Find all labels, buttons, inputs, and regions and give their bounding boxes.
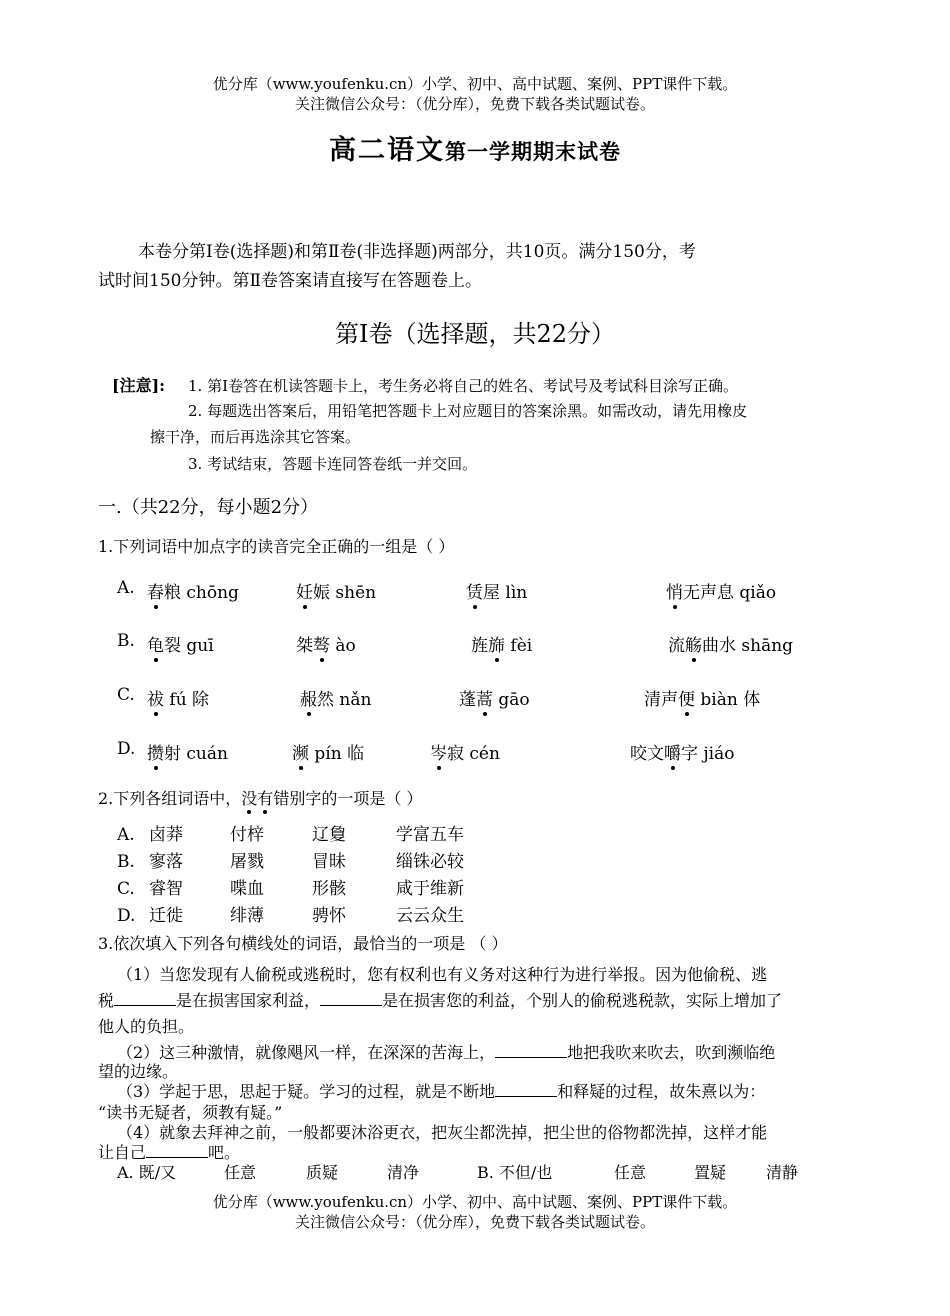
- q1-b-word4: [668, 631, 793, 656]
- q1-a-word3: [466, 578, 527, 603]
- footer-line-2: 关注微信公众号：（优分库），免费下载各类试题试卷。: [294, 1213, 655, 1231]
- q2-cell: 寥落: [149, 852, 183, 872]
- q1-b-word3-rest: fèi: [505, 636, 533, 656]
- q3-text: 和释疑的过程，故朱熹以为：: [557, 1082, 766, 1101]
- section-title: 第Ⅰ卷（选择题，共22分）: [334, 320, 616, 348]
- q2-row-label: D.: [117, 906, 136, 926]
- notice-item-2b: 擦干净，而后再选涂其它答案。: [150, 428, 361, 446]
- q3-option: B. 不但/也: [477, 1163, 553, 1182]
- q1-b-word3-first: 旌: [471, 636, 488, 656]
- q3-option: 任意: [224, 1163, 257, 1182]
- dot-char: 蒿: [476, 690, 493, 710]
- q2-row-a: [117, 820, 464, 845]
- q3-text: 是在损害国家利益，: [176, 991, 321, 1010]
- q1-c-word4-first: 清声: [644, 690, 678, 710]
- q1-c-word1-rest: fú 除: [164, 690, 210, 710]
- q3-text: 让自己: [98, 1143, 147, 1162]
- dot-char: 妊: [296, 583, 313, 603]
- q3-option: 质疑: [306, 1163, 339, 1182]
- dot-char: 觞: [685, 636, 702, 656]
- dot-char: 便: [678, 690, 695, 710]
- q2-row-c: [117, 874, 464, 899]
- part-heading: 一.（共22分，每小题2分）: [98, 497, 319, 518]
- q1-a-word4: [666, 578, 776, 603]
- q1-b-word1-rest: 裂 guī: [164, 636, 214, 656]
- q2-cell: 形骸: [312, 879, 346, 899]
- dot-char: 濒: [292, 744, 309, 764]
- title-sub: 第一学期期末试卷: [445, 139, 621, 164]
- q3-s3-line2: “读书无疑者，须教有疑。”: [98, 1103, 283, 1122]
- q1-c-word3-rest: gāo: [493, 690, 530, 710]
- q2-cell: 学富五车: [396, 825, 464, 845]
- q1-c-word3-first: 蓬: [459, 690, 476, 710]
- q1-stem: 1.下列词语中加点字的读音完全正确的一组是（ ）: [98, 537, 455, 556]
- dot-char: 岑: [430, 744, 447, 764]
- header-line-1: 优分库（www.youfenku.cn）小学、初中、高中试题、案例、PPT课件下载。: [212, 75, 738, 93]
- q1-d-word4-first: 咬文: [630, 744, 664, 764]
- q3-s1-line3: 他人的负担。: [98, 1017, 195, 1036]
- q3-stem: 3.依次填入下列各句横线处的词语，最恰当的一项是 （ ）: [98, 934, 508, 953]
- q2-cell: 屠戮: [230, 852, 264, 872]
- footer-line-1: 优分库（www.youfenku.cn）小学、初中、高中试题、案例、PPT课件下载。: [212, 1193, 738, 1211]
- q3-s2-line2: 望的边缘。: [98, 1062, 179, 1081]
- q2-cell: 喋血: [230, 879, 264, 899]
- q2-cell: 咸于维新: [396, 879, 464, 899]
- fill-blank: [495, 1082, 557, 1097]
- q1-a-word4-rest: 无声息 qiǎo: [683, 583, 777, 603]
- dot-char: 有: [257, 789, 274, 808]
- q1-d-word1-rest: 射 cuán: [164, 744, 228, 764]
- q3-s1-line2: [98, 988, 782, 1011]
- notice-label: [注意]:: [112, 376, 166, 395]
- notice-item-3: 3. 考试结束，答题卡连同答卷纸一并交回。: [188, 455, 478, 473]
- q1-d-word3: [430, 739, 500, 764]
- dot-char: 攒: [147, 744, 164, 764]
- notice-item-2a: 2. 每题选出答案后，用铅笔把答题卡上对应题目的答案涂黑。如需改动，请先用橡皮: [188, 402, 748, 420]
- dot-char: 骜: [313, 636, 330, 656]
- fill-blank: [114, 991, 176, 1006]
- q1-a-word1: [147, 578, 239, 603]
- q2-cell: 缁铢必较: [396, 852, 464, 872]
- q2-row-label: A.: [117, 825, 135, 845]
- q3-option: 清静: [766, 1163, 799, 1182]
- dot-char: 嚼: [664, 744, 681, 764]
- notice-item-1: 1. 第Ⅰ卷答在机读答题卡上，考生务必将自己的姓名、考试号及考试科目涂写正确。: [188, 377, 739, 395]
- q1-c-word4: [644, 685, 760, 710]
- q3-options: [117, 1160, 798, 1183]
- q3-text: 税: [98, 991, 115, 1010]
- q1-option-c-label: C.: [117, 685, 135, 705]
- q1-b-word3: [471, 631, 532, 656]
- q1-d-word1: [147, 739, 228, 764]
- title-main: 高二语文: [329, 135, 445, 166]
- dot-char: 赁: [466, 583, 483, 603]
- page-title: [0, 128, 950, 167]
- q1-b-word2-first: 桀: [296, 636, 313, 656]
- q1-a-word2: [296, 578, 376, 603]
- q1-c-word3: [459, 685, 530, 710]
- q1-b-word4-rest: 曲水 shāng: [702, 636, 794, 656]
- q2-cell: 冒昧: [312, 852, 346, 872]
- q3-option: A. 既/又: [117, 1163, 177, 1182]
- dot-char: 舂: [147, 583, 164, 603]
- q3-s3-line1: [117, 1079, 765, 1102]
- q3-s2-line1: [117, 1040, 775, 1063]
- dot-char: 悄: [666, 583, 683, 603]
- q1-c-word2-rest: 然 nǎn: [317, 690, 372, 710]
- q1-b-word2: [296, 631, 356, 656]
- q1-c-word4-rest: biàn 体: [695, 690, 761, 710]
- dot-char: 没: [241, 789, 258, 808]
- q2-cell: 绯薄: [230, 906, 264, 926]
- q3-text: （2）这三种激情，就像飓风一样，在深深的苦海上，: [117, 1043, 496, 1062]
- q2-cell: 辽敻: [312, 825, 346, 845]
- q1-option-d-label: D.: [117, 739, 136, 759]
- q3-text: （3）学起于思，思起于疑。学习的过程，就是不断地: [117, 1082, 496, 1101]
- q1-d-word4-rest: 字 jiáo: [681, 744, 735, 764]
- q1-option-b-label: B.: [117, 631, 135, 651]
- fill-blank: [495, 1043, 567, 1058]
- q2-stem-b: 错别字的一项是（ ）: [273, 789, 423, 808]
- q1-d-word2-rest: pín 临: [309, 744, 365, 764]
- q2-row-label: B.: [117, 852, 135, 872]
- q2-cell: 迁徙: [149, 906, 183, 926]
- q2-row-b: [117, 847, 464, 872]
- q1-option-a-label: A.: [117, 578, 135, 598]
- dot-char: 赧: [300, 690, 317, 710]
- q1-d-word2: [292, 739, 364, 764]
- q2-cell: 睿智: [149, 879, 183, 899]
- fill-blank: [146, 1143, 208, 1158]
- q3-s4-line1: （4）就象去拜神之前，一般都要沐浴更衣，把灰尘都洗掉，把尘世的俗物都洗掉，这样才能: [117, 1123, 768, 1142]
- dot-char: 旆: [488, 636, 505, 656]
- q3-text: 是在损害您的利益，个别人的偷税逃税款，实际上增加了: [382, 991, 783, 1010]
- q2-stem: [98, 786, 422, 809]
- q3-option: 置疑: [694, 1163, 727, 1182]
- fill-blank: [320, 991, 382, 1006]
- q2-row-d: [117, 901, 464, 926]
- q2-row-label: C.: [117, 879, 135, 899]
- q3-option: 清净: [387, 1163, 420, 1182]
- q1-d-word4: [630, 739, 734, 764]
- q3-text: 吧。: [208, 1143, 241, 1162]
- dot-char: 龟: [147, 636, 164, 656]
- q2-cell: 云云众生: [396, 906, 464, 926]
- dot-char: 祓: [147, 690, 164, 710]
- q1-a-word3-rest: 屋 lìn: [483, 583, 528, 603]
- q1-b-word4-first: 流: [668, 636, 685, 656]
- intro-line-2: 试时间150分钟。第Ⅱ卷答案请直接写在答题卷上。: [98, 271, 483, 291]
- header-line-2: 关注微信公众号：（优分库），免费下载各类试题试卷。: [294, 95, 655, 113]
- q1-a-word1-rest: 粮 chōng: [164, 583, 239, 603]
- q1-b-word2-rest: ào: [330, 636, 356, 656]
- q3-option: 任意: [614, 1163, 647, 1182]
- q2-cell: 卤莽: [149, 825, 183, 845]
- q1-d-word3-rest: 寂 cén: [447, 744, 500, 764]
- q2-stem-a: 2.下列各组词语中，: [98, 789, 242, 808]
- q2-cell: 付梓: [230, 825, 264, 845]
- q3-s1-line1: （1）当您发现有人偷税或逃税时，您有权利也有义务对这种行为进行举报。因为他偷税、逃: [117, 965, 768, 984]
- q1-c-word1: [147, 685, 209, 710]
- q1-b-word1: [147, 631, 214, 656]
- intro-line-1: 本卷分第Ⅰ卷(选择题)和第Ⅱ卷(非选择题)两部分，共10页。满分150分，考: [138, 242, 696, 262]
- q3-text: 地把我吹来吹去，吹到濒临绝: [567, 1043, 776, 1062]
- q2-cell: 骋怀: [312, 906, 346, 926]
- q1-c-word2: [300, 685, 371, 710]
- q1-a-word2-rest: 娠 shēn: [313, 583, 377, 603]
